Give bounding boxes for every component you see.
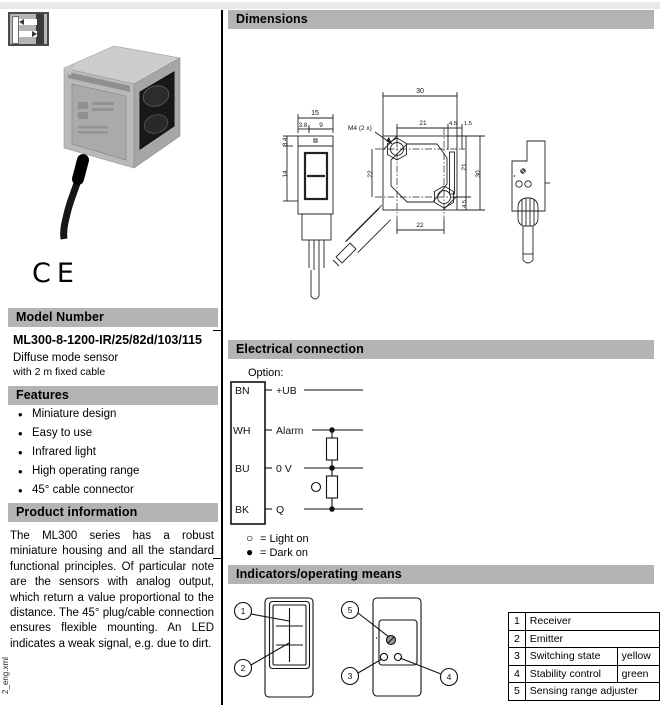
model-number: ML300-8-1200-IR/25/82d/103/115 — [13, 333, 203, 347]
features-list — [16, 408, 216, 503]
signal-label: +UB — [276, 385, 297, 397]
logo-arrow-right-icon — [32, 31, 37, 37]
ce-mark: CE — [32, 258, 80, 289]
signal-label: Q — [276, 504, 285, 516]
product-photo — [52, 36, 202, 241]
dim-label: 30 — [475, 170, 482, 178]
terminal-box — [231, 382, 265, 524]
dimension-side-view — [282, 110, 333, 299]
dim-label: 22 — [367, 170, 374, 178]
table-row — [509, 683, 660, 701]
row-desc: Switching state — [525, 648, 617, 666]
dim-label: 4.5 — [448, 121, 458, 127]
dim-label: 9 — [319, 122, 323, 129]
model-cable-note: with 2 m fixed cable — [13, 366, 106, 378]
dim-label: 21 — [461, 163, 468, 171]
sensor-logo-icon — [8, 12, 49, 46]
row-num: 3 — [509, 648, 526, 666]
electrical-connection-header: Electrical connection — [228, 340, 654, 359]
dim-label: 14 — [282, 170, 289, 178]
signal-label: 0 V — [276, 463, 292, 475]
dimension-front-view — [333, 88, 485, 266]
callout-3-label: 3 — [347, 671, 353, 681]
wire-label: BN — [235, 385, 250, 397]
page-top-strip — [0, 2, 660, 9]
resistor — [327, 476, 338, 498]
legend-light-on — [246, 531, 309, 545]
table-row — [509, 613, 660, 631]
legend-dark-on — [246, 545, 308, 559]
dim-label: 30 — [416, 88, 424, 95]
row-desc: Receiver — [525, 613, 659, 631]
document-reference: 2_eng.xml — [1, 657, 10, 694]
logo-right-bar — [36, 14, 44, 44]
row-num: 1 — [509, 613, 526, 631]
wire-label: BK — [235, 504, 250, 516]
cable-boot — [78, 160, 83, 179]
wire-label: BU — [235, 463, 250, 475]
resistor — [327, 438, 338, 460]
register-tick — [213, 558, 222, 559]
legend-label: = Light on — [260, 533, 309, 545]
dim-label: 21 — [419, 120, 427, 127]
dim-label: 15 — [311, 110, 319, 117]
model-number-header: Model Number — [8, 308, 218, 327]
feature-item: • High operating range — [16, 465, 216, 484]
indicators-header: Indicators/operating means — [228, 565, 654, 584]
signal-label: Alarm — [276, 425, 304, 437]
callout-4-label: 4 — [446, 672, 452, 682]
row-num: 5 — [509, 683, 526, 701]
table-row — [509, 648, 660, 666]
indicator-front-view — [265, 598, 313, 697]
junction-dot — [330, 507, 334, 511]
product-information-header: Product information — [8, 503, 218, 522]
table-row — [509, 630, 660, 648]
junction-dot — [330, 466, 334, 470]
row-value: yellow — [617, 648, 659, 666]
dimension-rear-view — [512, 141, 550, 263]
wire-label: WH — [233, 425, 251, 437]
feature-item: • 45° cable connector — [16, 484, 216, 503]
dark-on-icon: ● — [246, 545, 254, 559]
indicators-diagram — [228, 588, 510, 705]
indicators-table — [508, 612, 660, 701]
row-desc: Sensing range adjuster — [525, 683, 659, 701]
feature-item: • Easy to use — [16, 427, 216, 446]
row-desc: Emitter — [525, 630, 659, 648]
row-num: 4 — [509, 665, 526, 683]
wiring-diagram — [228, 378, 478, 533]
dimensions-drawing — [235, 36, 655, 328]
dim-label-screw: M4 (2 x) — [348, 125, 372, 132]
dim-label: 3.4 — [283, 137, 289, 147]
light-on-icon: ○ — [246, 531, 254, 545]
column-separator — [221, 10, 223, 705]
features-header: Features — [8, 386, 218, 405]
model-description: Diffuse mode sensor — [13, 352, 119, 364]
dim-label: 4.5 — [462, 199, 468, 209]
dim-label: 1.5 — [463, 121, 473, 127]
logo-left-bar — [12, 16, 19, 44]
option-label: Option: — [248, 367, 284, 379]
indicator-rear-view — [373, 598, 421, 696]
dimensions-header: Dimensions — [228, 10, 654, 29]
callout-5-label: 5 — [347, 605, 353, 615]
register-tick — [213, 330, 222, 331]
legend-label: = Dark on — [260, 547, 308, 559]
row-num: 2 — [509, 630, 526, 648]
table-row — [509, 665, 660, 683]
logo-arrow-left-icon — [19, 19, 24, 25]
light-on-symbol — [312, 483, 321, 492]
dim-label: 3.8 — [298, 123, 308, 129]
callout-2-label: 2 — [240, 663, 246, 673]
callout-1-label: 1 — [240, 606, 246, 616]
dim-label: 22 — [416, 222, 424, 229]
junction-dot — [330, 428, 334, 432]
row-desc: Stability control — [525, 665, 617, 683]
feature-item: • Miniature design — [16, 408, 216, 427]
product-information-text: The ML300 series has a robust miniature housing and all the standard functional principles. Of particular note are the sensors with analog output, which return a value proportional to the distance. The 45° plug/cable connection ensures flexible mounting. An LED indicates a weak signal, e.g. due to dirt. — [10, 530, 214, 650]
row-value: green — [617, 665, 659, 683]
feature-item: • Infrared light — [16, 446, 216, 465]
